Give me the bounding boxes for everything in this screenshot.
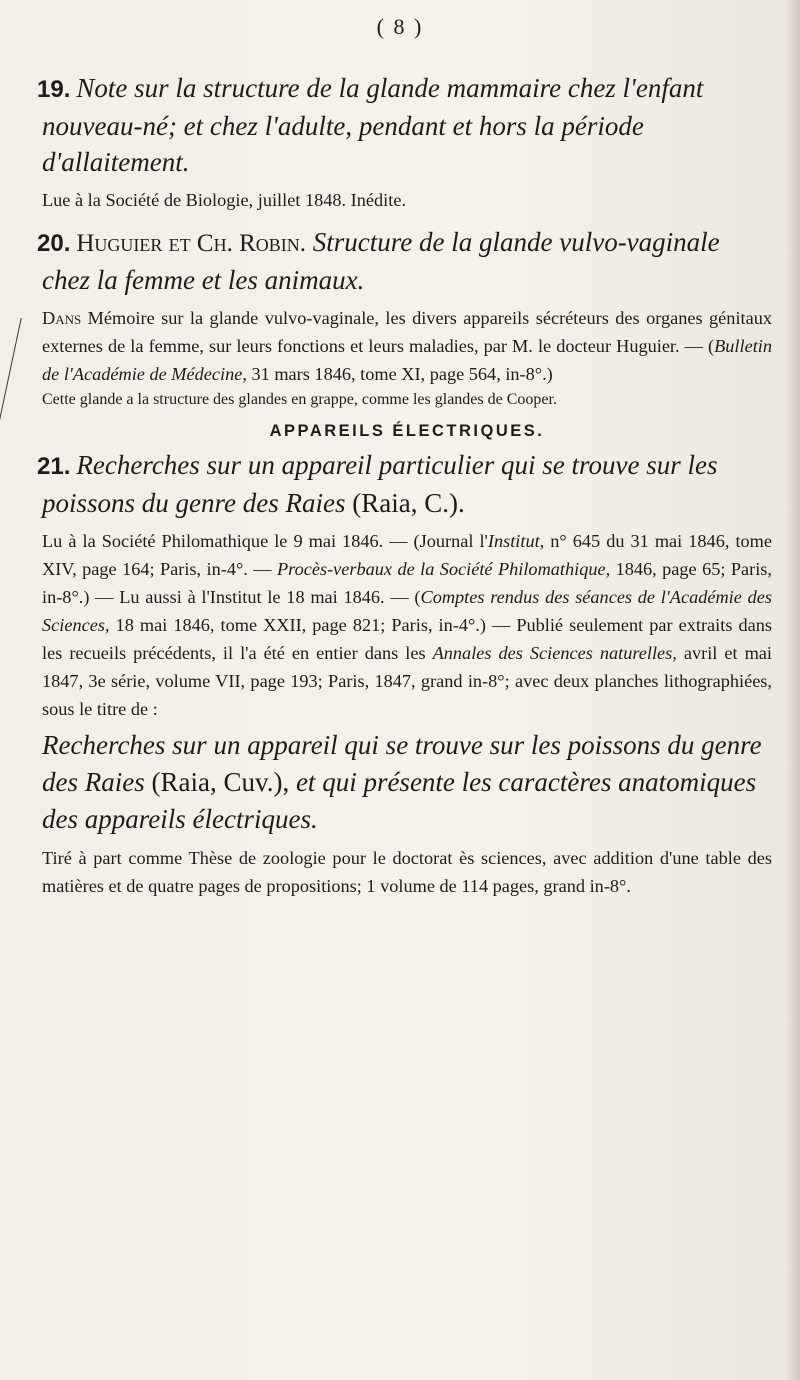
entry-21-p1: Lu à la Société Philomathique le 9 mai 1846. — (Journal l' xyxy=(42,531,488,551)
margin-pencil-mark xyxy=(0,318,34,438)
entry-19-number: 19. xyxy=(37,76,71,103)
entry-21-title-block xyxy=(37,447,772,521)
entry-20-body-2: 31 mars 1846, tome XI, page 564, in-8°.) xyxy=(246,364,553,384)
entry-21-subtitle: Recherches sur un appareil qui se trouve sur les poissons du genre des Raies xyxy=(42,730,762,797)
section-heading: APPAREILS ÉLECTRIQUES. xyxy=(269,422,545,440)
entry-21-number: 21. xyxy=(37,453,71,480)
entry-20-note: Cette glande a la structure des glandes en grappe, comme les glandes de Cooper. xyxy=(42,391,557,408)
page-edge-shadow xyxy=(786,0,800,1380)
page-content xyxy=(37,70,772,900)
entry-19-title: Note sur la structure de la glande mammaire chez l'enfant nouveau-né; et chez l'adulte, pendant et hors la période d'allaitement. xyxy=(42,73,704,177)
entry-21-subtitle-end: et qui présente les caractères anatomiques des appareils électriques. xyxy=(42,767,757,834)
entry-21-comptes-rendus: Comptes rendus des séances de l'Académie des Sciences, xyxy=(42,587,772,635)
page-number: ( 8 ) xyxy=(376,14,424,39)
entry-20-body-intro: Dans xyxy=(42,308,82,328)
entry-21-title-suffix: (Raia, C.). xyxy=(345,488,465,518)
entry-21-title: Recherches sur un appareil particulier qui se trouve sur les poissons du genre des Raies xyxy=(42,450,718,518)
entry-20-journal: Bulletin de l'Académie de Médecine, xyxy=(42,336,772,384)
entry-21-p2: n° 645 du 31 mai 1846, tome XIV, page 164; Paris, in-4°. — xyxy=(42,531,772,579)
entry-21-subtitle-block xyxy=(42,727,772,838)
entry-20-body-1: Mémoire sur la glande vulvo-vaginale, les divers appareils sécréteurs des organes génitaux externes de la femme, sur leurs fonctions et leurs maladies, par M. le docteur Huguier. — ( xyxy=(42,308,772,356)
entry-20-authors: Huguier et Ch. Robin. xyxy=(76,230,307,257)
entry-21-subtitle-plain: (Raia, Cuv.), xyxy=(144,767,296,797)
entry-19-note: Lue à la Société de Biologie, juillet 1848. Inédite. xyxy=(42,190,407,210)
entry-21-p3: 1846, page 65; Paris, in-8°.) — Lu aussi à l'Institut le 18 mai 1846. — ( xyxy=(42,559,772,607)
entry-21-institut: Institut, xyxy=(487,531,545,551)
entry-21-p5: avril et mai 1847, 3e série, volume VII, page 193; Paris, 1847, grand in-8°; avec deux planches lithographiées, sous le titre de : xyxy=(42,643,772,719)
entry-20-title: Structure de la glande vulvo-vaginale chez la femme et les animaux. xyxy=(42,227,720,295)
entry-21-p4: 18 mai 1846, tome XXII, page 821; Paris, in-4°.) — Publié seulement par extraits dans les recueils précédents, il l'a été en entier dans les xyxy=(42,615,772,663)
entry-21-body xyxy=(42,527,772,723)
entry-20-title-block xyxy=(37,224,772,298)
entry-20-number: 20. xyxy=(37,230,71,257)
entry-21-annales: Annales des Sciences naturelles, xyxy=(432,643,677,663)
entry-21-proces-verbaux: Procès-verbaux de la Société Philomathique, xyxy=(276,559,611,579)
entry-21-note: Tiré à part comme Thèse de zoologie pour le doctorat ès sciences, avec addition d'une table des matières et de quatre pages de propositions; 1 volume de 114 pages, grand in-8°. xyxy=(42,848,772,896)
entry-20-body xyxy=(42,304,772,388)
entry-19-title-block xyxy=(37,70,772,180)
